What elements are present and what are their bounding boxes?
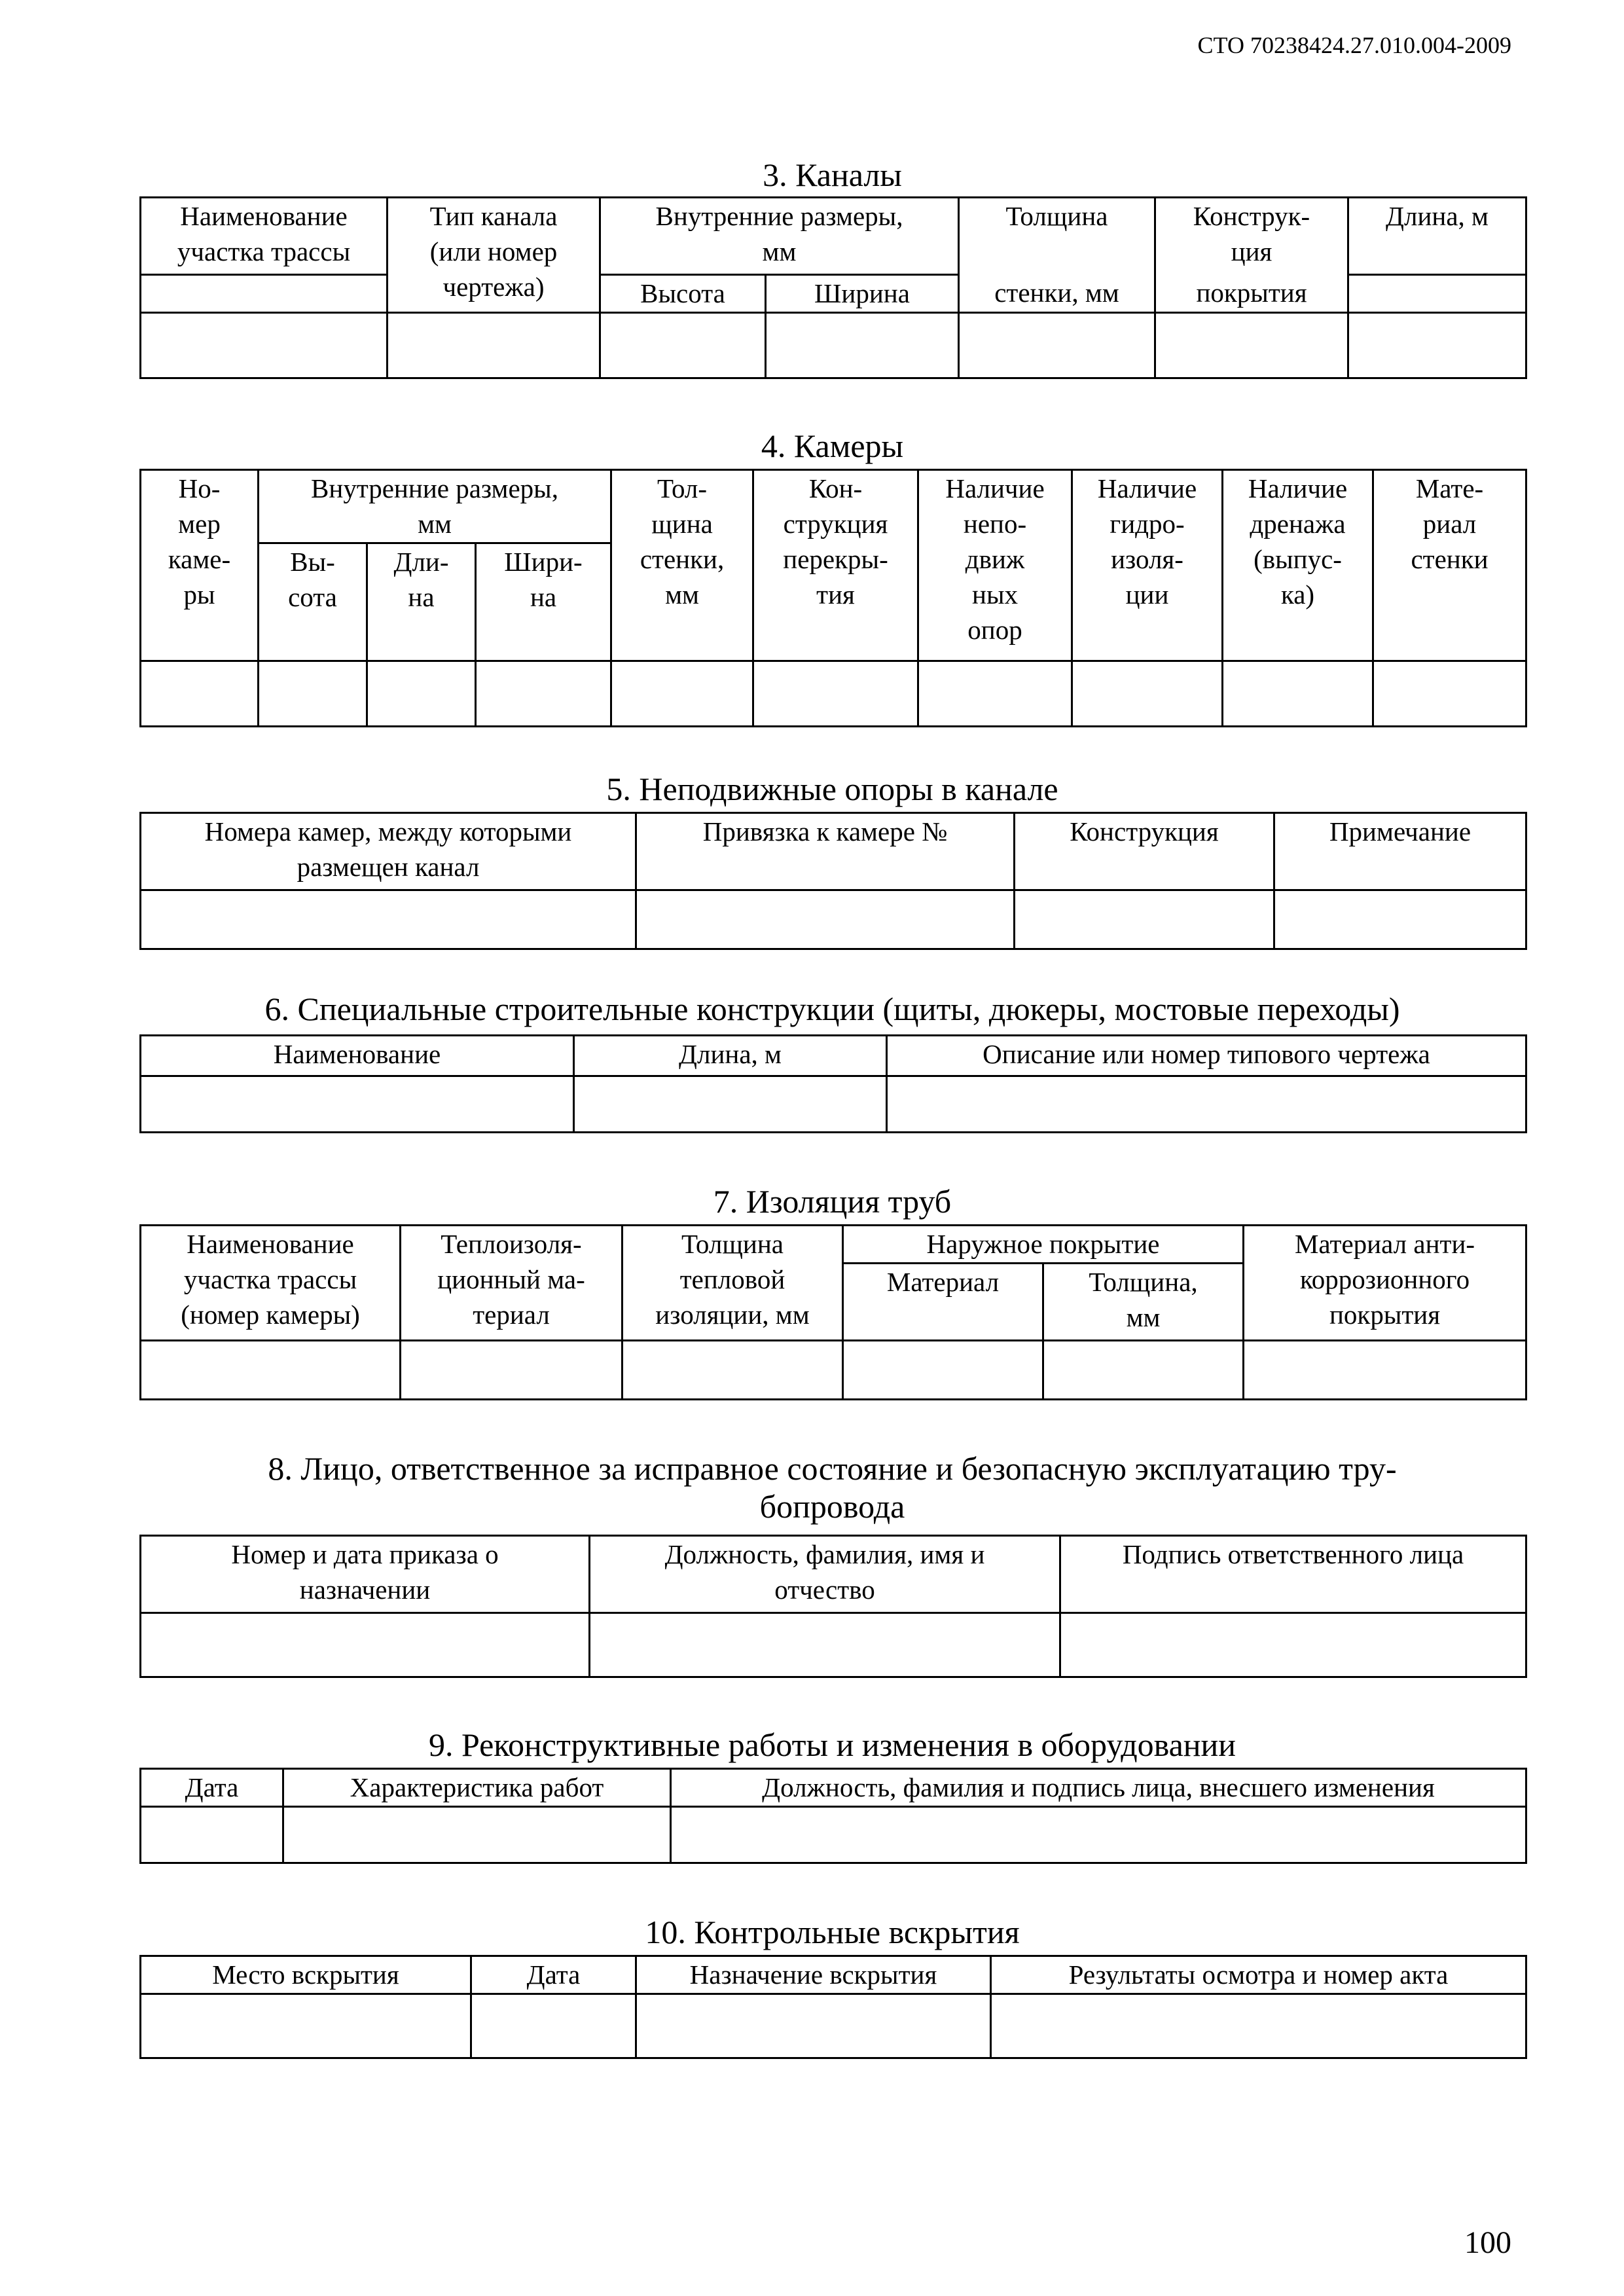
- col-note: Примечание: [1274, 813, 1526, 890]
- section-9-title: 9. Реконструктивные работы и изменения в оборудовании: [428, 1726, 1236, 1763]
- col-name: Наименование: [141, 1036, 574, 1076]
- col-date: Дата: [471, 1956, 636, 1994]
- col-inner-dimensions: Внутренние размеры, мм: [259, 470, 611, 543]
- table-cell[interactable]: [1373, 661, 1526, 727]
- col-coating-material: Материал: [843, 1264, 1043, 1341]
- col-inspection-result: Результаты осмотра и номер акта: [991, 1956, 1526, 1994]
- col-order-number-date: Номер и дата приказа о назначении: [141, 1536, 590, 1613]
- table-row: [141, 1994, 1526, 2058]
- table-cell[interactable]: [141, 1341, 401, 1400]
- col-channel-type: Тип канала (или номер чертежа): [388, 198, 600, 313]
- table-cell[interactable]: [388, 313, 600, 378]
- col-opening-purpose: Назначение вскрытия: [636, 1956, 991, 1994]
- table-row: [141, 1613, 1526, 1677]
- table-cell[interactable]: [843, 1341, 1043, 1400]
- col-width: Шири- на: [476, 543, 611, 661]
- col-length: Длина, м: [1348, 198, 1526, 275]
- col-wall-thickness-cont: стенки, мм: [959, 275, 1155, 313]
- table-cell[interactable]: [141, 313, 388, 378]
- col-ceiling-construction: Кон- струкция перекры- тия: [753, 470, 918, 661]
- table-cell[interactable]: [600, 313, 766, 378]
- table-cell[interactable]: [1043, 1341, 1244, 1400]
- table-row: [141, 1341, 1526, 1400]
- section-5-title: 5. Неподвижные опоры в канале: [606, 771, 1058, 807]
- col-wall-thickness: Толщина: [959, 198, 1155, 275]
- table-row: [141, 661, 1526, 727]
- col-description: Описание или номер типового чертежа: [887, 1036, 1526, 1076]
- table-row: [141, 1076, 1526, 1133]
- col-width: Ширина: [766, 275, 959, 313]
- table-cell[interactable]: [766, 313, 959, 378]
- table-cell[interactable]: [401, 1341, 623, 1400]
- table-cell[interactable]: [1348, 313, 1526, 378]
- special-structures-table: [139, 1034, 1527, 1133]
- col-chamber-reference: Привязка к камере №: [636, 813, 1015, 890]
- table-cell[interactable]: [1060, 1613, 1526, 1677]
- table-cell[interactable]: [590, 1613, 1060, 1677]
- col-responsible-person: Должность, фамилия и подпись лица, внесшего изменения: [671, 1769, 1526, 1807]
- section-10-title: 10. Контрольные вскрытия: [645, 1914, 1020, 1950]
- table-cell[interactable]: [141, 1613, 590, 1677]
- document-code: СТО 70238424.27.010.004-2009: [1197, 32, 1511, 58]
- table-cell[interactable]: [141, 1076, 574, 1133]
- table-row: [141, 1807, 1526, 1863]
- col-coating-thickness: Толщина, мм: [1043, 1264, 1244, 1341]
- col-section-name: Наименование участка трассы: [141, 198, 388, 275]
- table-cell[interactable]: [283, 1807, 671, 1863]
- fixed-supports-table: [139, 812, 1527, 950]
- channels-table: [139, 196, 1527, 379]
- section-4-title: 4. Камеры: [761, 428, 904, 464]
- col-length: Длина, м: [574, 1036, 887, 1076]
- table-cell[interactable]: [1015, 890, 1274, 949]
- col-opening-place: Место вскрытия: [141, 1956, 471, 1994]
- table-row: [141, 313, 1526, 378]
- table-cell[interactable]: [887, 1076, 1526, 1133]
- col-construction: Конструкция: [1015, 813, 1274, 890]
- col-section-name-cont: [141, 275, 388, 313]
- table-cell[interactable]: [141, 1994, 471, 2058]
- page-number: 100: [1464, 2225, 1511, 2260]
- table-cell[interactable]: [918, 661, 1072, 727]
- table-cell[interactable]: [1155, 313, 1348, 378]
- col-wall-thickness: Тол- щина стенки, мм: [611, 470, 753, 661]
- col-signature: Подпись ответственного лица: [1060, 1536, 1526, 1613]
- col-insulation-thickness: Толщина тепловой изоляции, мм: [623, 1226, 843, 1341]
- table-cell[interactable]: [141, 890, 636, 949]
- col-position-name: Должность, фамилия, имя и отчество: [590, 1536, 1060, 1613]
- col-fixed-supports: Наличие непо- движ ных опор: [918, 470, 1072, 661]
- table-cell[interactable]: [623, 1341, 843, 1400]
- col-insulation-material: Теплоизоля- ционный ма- териал: [401, 1226, 623, 1341]
- col-waterproofing: Наличие гидро- изоля- ции: [1072, 470, 1223, 661]
- col-cover-construction-cont: покрытия: [1155, 275, 1348, 313]
- col-length: Дли- на: [367, 543, 476, 661]
- table-row: [141, 890, 1526, 949]
- col-chamber-number: Но- мер каме- ры: [141, 470, 259, 661]
- table-cell[interactable]: [671, 1807, 1526, 1863]
- col-outer-coating: Наружное покрытие: [843, 1226, 1244, 1264]
- table-cell[interactable]: [141, 661, 259, 727]
- section-3-title: 3. Каналы: [763, 156, 902, 193]
- col-length-cont: [1348, 275, 1526, 313]
- col-wall-material: Мате- риал стенки: [1373, 470, 1526, 661]
- table-cell[interactable]: [753, 661, 918, 727]
- col-height: Высота: [600, 275, 766, 313]
- col-cover-construction: Конструк- ция: [1155, 198, 1348, 275]
- col-date: Дата: [141, 1769, 283, 1807]
- table-cell[interactable]: [1274, 890, 1526, 949]
- table-cell[interactable]: [636, 1994, 991, 2058]
- col-height: Вы- сота: [259, 543, 367, 661]
- col-anticorrosion-material: Материал анти- коррозионного покрытия: [1244, 1226, 1526, 1341]
- col-works-description: Характеристика работ: [283, 1769, 671, 1807]
- chambers-table: [139, 469, 1527, 727]
- col-inner-dimensions: Внутренние размеры, мм: [600, 198, 959, 275]
- table-cell[interactable]: [1072, 661, 1223, 727]
- col-chamber-numbers: Номера камер, между которыми размещен канал: [141, 813, 636, 890]
- table-cell[interactable]: [259, 661, 367, 727]
- table-cell[interactable]: [471, 1994, 636, 2058]
- section-8-title: 8. Лицо, ответственное за исправное состояние и безопасную эксплуатацию тру- бопровода: [268, 1450, 1397, 1525]
- table-cell[interactable]: [1244, 1341, 1526, 1400]
- table-cell[interactable]: [636, 890, 1015, 949]
- section-6-title: 6. Специальные строительные конструкции (щиты, дюкеры, мостовые переходы): [264, 991, 1400, 1027]
- table-cell[interactable]: [611, 661, 753, 727]
- table-cell[interactable]: [476, 661, 611, 727]
- col-section-name: Наименование участка трассы (номер камеры): [141, 1226, 401, 1341]
- responsible-person-table: [139, 1535, 1527, 1678]
- table-cell[interactable]: [367, 661, 476, 727]
- table-cell[interactable]: [959, 313, 1155, 378]
- table-cell[interactable]: [574, 1076, 887, 1133]
- table-cell[interactable]: [991, 1994, 1526, 2058]
- reconstruction-table: [139, 1768, 1527, 1864]
- table-cell[interactable]: [1223, 661, 1373, 727]
- control-openings-table: [139, 1955, 1527, 2059]
- section-7-title: 7. Изоляция труб: [713, 1183, 952, 1220]
- table-cell[interactable]: [141, 1807, 283, 1863]
- pipe-insulation-table: [139, 1224, 1527, 1400]
- col-drainage: Наличие дренажа (выпус- ка): [1223, 470, 1373, 661]
